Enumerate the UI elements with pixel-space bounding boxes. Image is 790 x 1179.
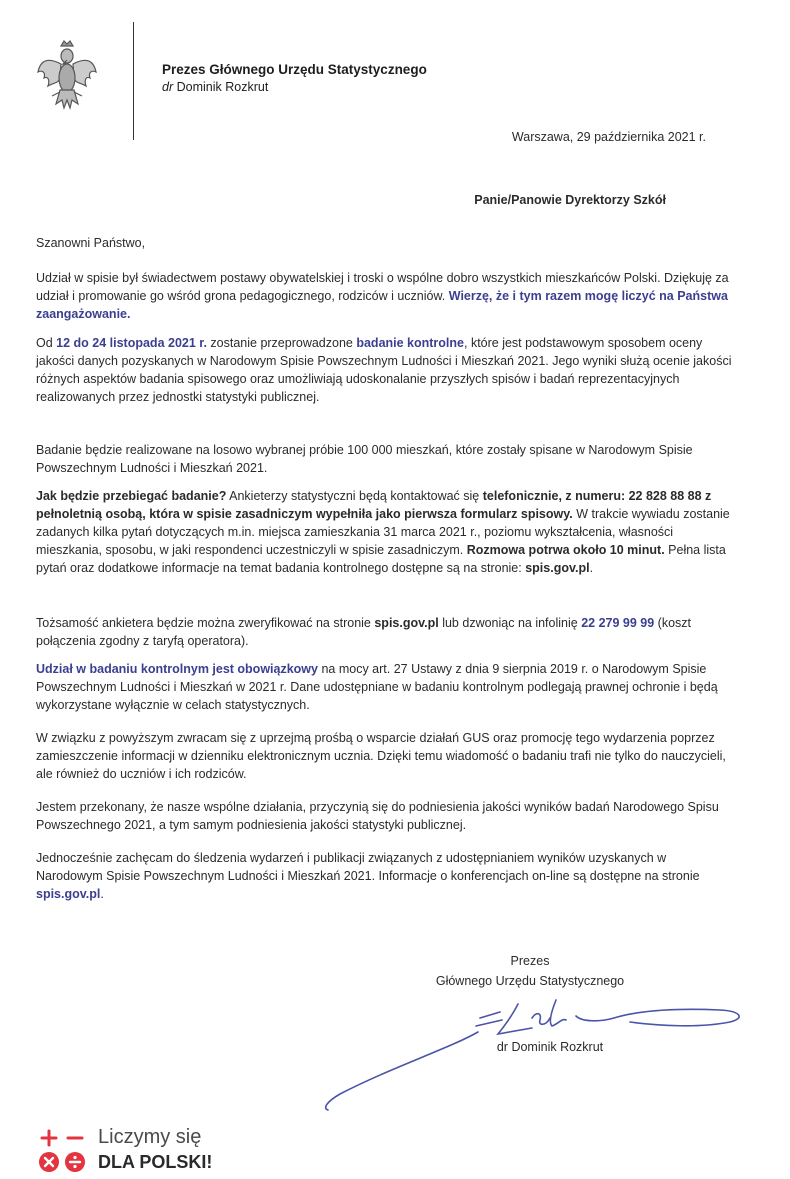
signature-title-2: Głównego Urzędu Statystycznego bbox=[435, 974, 625, 988]
logo-text-line2: DLA POLSKI! bbox=[98, 1152, 213, 1172]
paragraph-2: Od 12 do 24 listopada 2021 r. zostanie przeprowadzone badanie kontrolne, które jest podstawowym sposobem oceny jakości danych pozyskanych w Narodowym Spisie Powszechnym Ludności i Mieszkań 2021. Jego wyniki służą ocenie jakości różnych aspektów badania spisowego oraz umożliwiają udoskonalanie przyszłych spisów i badań reprezentacyjnych realizowanych przez jednostki statystyki publicznej. bbox=[36, 336, 732, 404]
salutation: Szanowni Państwo, bbox=[36, 236, 146, 250]
sender-name bbox=[162, 80, 268, 94]
paragraph-8: Jestem przekonany, że nasze wspólne działania, przyczynią się do podniesienia jakości wyników badań Narodowego Spisu Powszechnego 2021, a tym samym podniesienia jakości statystyki publicznej. bbox=[36, 800, 719, 832]
logo-text-line1: Liczymy się bbox=[98, 1126, 202, 1148]
census-logo-icon bbox=[34, 1126, 94, 1174]
link-spis-gov-pl[interactable]: spis.gov.pl bbox=[525, 561, 590, 575]
recipient: Panie/Panowie Dyrektorzy Szkół bbox=[474, 193, 666, 207]
paragraph-5: Tożsamość ankietera będzie można zweryfikować na stronie spis.gov.pl lub dzwoniąc na infolinię 22 279 99 99 (koszt połączenia zgodny z taryfą operatora). bbox=[36, 616, 691, 648]
header-divider bbox=[133, 22, 134, 140]
sender-name-text: Dominik Rozkrut bbox=[176, 80, 269, 94]
letter-date: Warszawa, 29 października 2021 r. bbox=[511, 130, 706, 144]
paragraph-4: Jak będzie przebiegać badanie? Ankieterzy statystyczni będą kontaktować się telefonicznie, z numeru: 22 828 88 88 z pełnoletnią osobą, która w spisie zasadniczym wypełniła jako pierwsza formularz spisowy. W trakcie wywiadu zostanie zadanych kilka pytań dotyczących m.in. miejsca zamieszkania 31 marca 2021 r., poziomu wykształcenia, własności mieszkania, sposobu, w jaki respondenci uczestniczyli w spisie zasadniczym. Rozmowa potrwa około 10 minut. Pełna lista pytań oraz dodatkowe informacje na temat badania kontrolnego dostępne są na stronie: spis.gov.pl. bbox=[36, 489, 730, 575]
sender-name-prefix: dr bbox=[162, 80, 174, 94]
link-spis-gov-pl[interactable]: spis.gov.pl bbox=[374, 616, 439, 630]
sender-title: Prezes Głównego Urzędu Statystycznego bbox=[162, 62, 427, 77]
paragraph-3: Badanie będzie realizowane na losowo wybranej próbie 100 000 mieszkań, które zostały spisane w Narodowym Spisie Powszechnym Ludności i Mieszkań 2021. bbox=[36, 443, 693, 475]
paragraph-9: Jednocześnie zachęcam do śledzenia wydarzeń i publikacji związanych z udostępnianiem wyników uzyskanych w Narodowym Spisie Powszechnym Ludności i Mieszkań 2021. Informacje o konferencjach on-line są dostępne na stronie spis.gov.pl. bbox=[36, 851, 700, 901]
link-spis-gov-pl[interactable]: spis.gov.pl bbox=[36, 887, 101, 901]
signature-title-1: Prezes bbox=[510, 954, 550, 968]
paragraph-7: W związku z powyższym zwracam się z uprzejmą prośbą o wsparcie działań GUS oraz promocję tego wydarzenia poprzez zamieszczenie informacji w dzienniku elektronicznym ucznia. Dzięki temu wiadomość o badaniu trafi nie tylko do nauczycieli, ale również do uczniów i ich rodziców. bbox=[36, 731, 726, 781]
paragraph-6: Udział w badaniu kontrolnym jest obowiązkowy na mocy art. 27 Ustawy z dnia 9 sierpnia 2019 r. o Narodowym Spisie Powszechnym Ludności i Mieszkań w 2021 r. Dane udostępniane w badaniu kontrolnym podlegają prawnej ochronie i będą wykorzystane wyłącznie w celach statystycznych. bbox=[36, 662, 718, 712]
paragraph-1: Udział w spisie był świadectwem postawy obywatelskiej i troski o wspólne dobro wszystkich mieszkańców Polski. Dziękuję za udział i promowanie go wśród grona pedagogicznego, rodziców i uczniów. Wierzę, że i tym razem mogę liczyć na Państwa zaangażowanie. bbox=[36, 271, 729, 321]
signature-name: dr Dominik Rozkrut bbox=[496, 1040, 604, 1054]
eagle-emblem-icon bbox=[36, 38, 98, 114]
